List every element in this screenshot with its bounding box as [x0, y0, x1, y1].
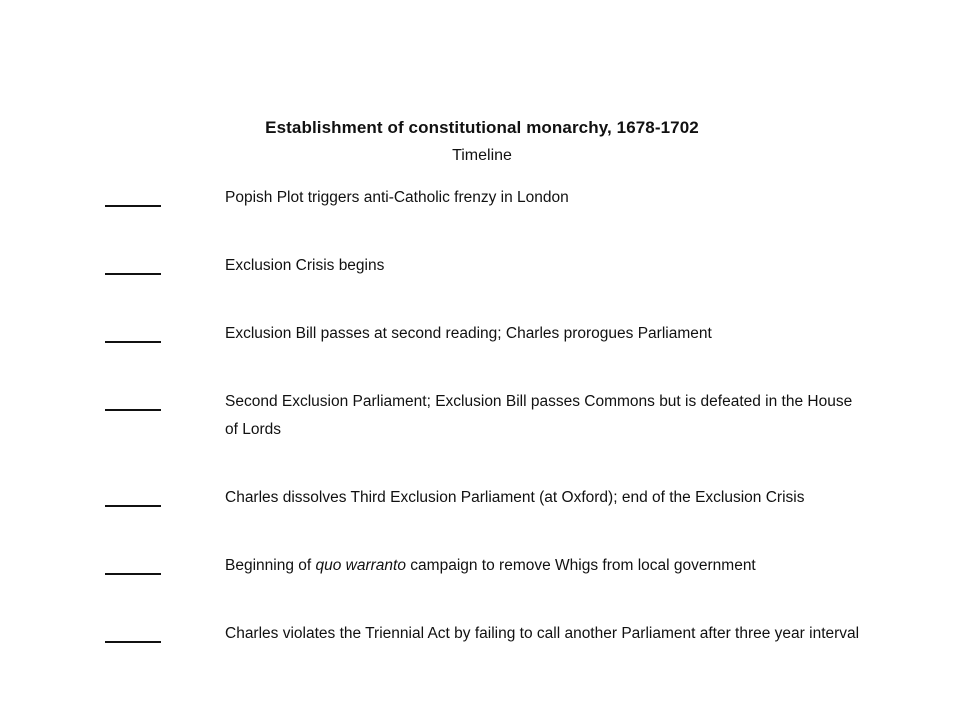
timeline-row	[105, 552, 964, 580]
answer-blank	[105, 552, 161, 575]
event-text-italic-segment: quo warranto	[315, 557, 406, 574]
event-text	[225, 552, 756, 580]
event-text-segment: Beginning of	[225, 557, 316, 574]
answer-blank	[105, 252, 161, 275]
answer-blank	[105, 388, 161, 411]
timeline-row	[105, 252, 964, 280]
timeline-row	[105, 320, 964, 348]
answer-blank	[105, 484, 161, 507]
event-text: Exclusion Crisis begins	[225, 257, 385, 274]
answer-blank	[105, 620, 161, 643]
timeline-row	[105, 184, 964, 212]
event-text: Second Exclusion Parliament; Exclusion Bill passes Commons but is defeated in the House of Lords	[225, 393, 853, 438]
timeline-row	[105, 620, 964, 648]
answer-blank	[105, 320, 161, 343]
answer-blank	[105, 184, 161, 207]
event-text: Exclusion Bill passes at second reading; Charles prorogues Parliament	[225, 325, 712, 342]
event-text: Charles dissolves Third Exclusion Parliament (at Oxford); end of the Exclusion Crisis	[225, 489, 805, 506]
timeline-row	[105, 388, 964, 444]
event-text: Charles violates the Triennial Act by failing to call another Parliament after three year interval	[225, 625, 860, 642]
event-text: Popish Plot triggers anti-Catholic frenzy in London	[225, 189, 569, 206]
timeline-row	[105, 484, 964, 512]
timeline-list	[0, 184, 964, 648]
event-text-segment: campaign to remove Whigs from local government	[405, 557, 756, 574]
document-title: Establishment of constitutional monarchy, 1678-1702	[265, 118, 699, 137]
document-subtitle: Timeline	[452, 147, 512, 164]
